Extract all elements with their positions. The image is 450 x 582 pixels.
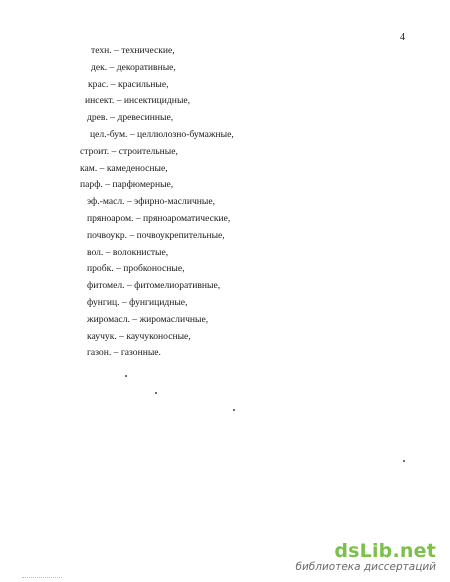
list-item: древ. – древесинные, xyxy=(87,112,174,124)
scan-speck xyxy=(233,409,235,411)
scan-speck xyxy=(403,460,405,462)
abbreviation-list xyxy=(80,43,234,362)
list-item: эф.-масл. – эфирно-масличные, xyxy=(87,196,216,208)
scan-speck xyxy=(125,375,127,377)
list-item: техн. – технические, xyxy=(91,45,175,56)
list-item: фунгиц. – фунгицидные, xyxy=(87,296,188,308)
list-item: дек. – декоративные, xyxy=(91,61,176,73)
list-item: газон. – газонные. xyxy=(87,347,161,359)
list-item: почвоукр. – почвоукрепительные, xyxy=(87,229,225,241)
list-item: фитомел. – фитомелиоративные, xyxy=(87,280,221,292)
watermark xyxy=(295,541,436,574)
list-item: строит. – строительные, xyxy=(80,145,178,157)
scan-edge-mark xyxy=(22,577,62,582)
scan-speck xyxy=(155,392,157,394)
list-item: пробк. – пробконосные, xyxy=(87,263,185,275)
list-item: пряноаром. – пряноароматические, xyxy=(87,212,231,224)
list-item: крас. – красильные, xyxy=(88,78,169,90)
list-item: вол. – волокнистые, xyxy=(87,246,169,258)
list-item: цел.-бум. – целлюлозно-бумажные, xyxy=(90,128,234,140)
watermark-logo: dsLib.net xyxy=(334,540,436,562)
list-item: парф. – парфюмерные, xyxy=(80,179,174,191)
watermark-caption: библиотека диссертаций xyxy=(295,561,436,573)
list-item: каучук. – каучуконосные, xyxy=(87,330,191,342)
list-item: инсект. – инсектицидные, xyxy=(85,95,191,107)
list-item: жиромасл. – жиромасличные, xyxy=(87,313,209,325)
list-item: кам. – камеденосные, xyxy=(80,162,168,174)
page-number: 4 xyxy=(400,32,405,43)
